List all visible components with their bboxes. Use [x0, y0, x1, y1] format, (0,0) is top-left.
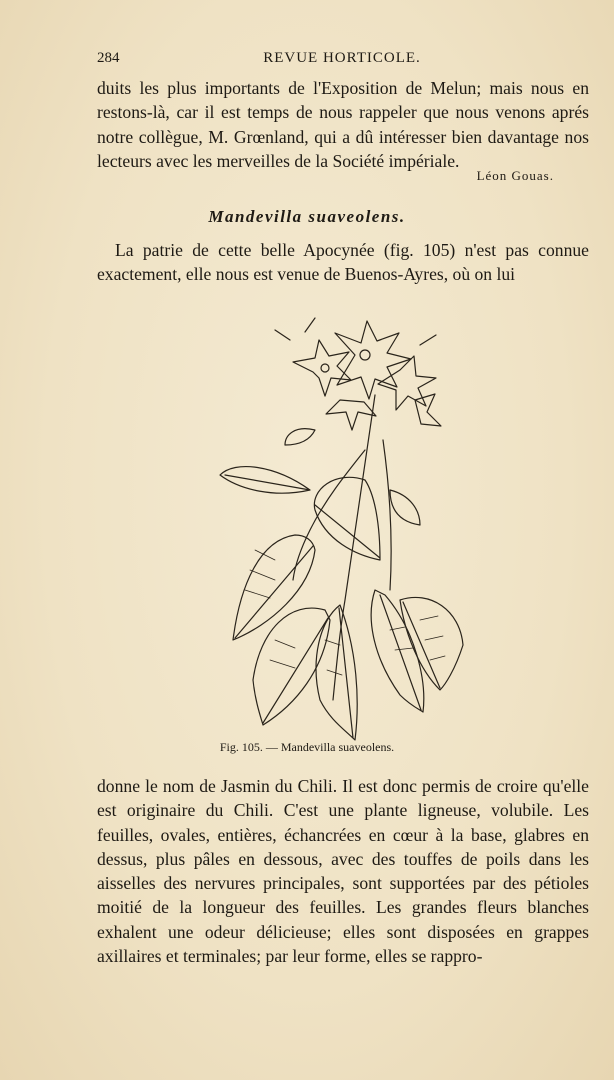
plant-illustration	[215, 300, 475, 745]
leaf	[220, 467, 310, 494]
flower-cluster	[275, 318, 441, 430]
paragraph-exposition: duits les plus importants de l'Exposition de Melun; mais nous en restons-là, car il est temps de nous rappeler que nous venons aprés notre collègue, M. Grœnland, qui a dû intéresser bien davantage nos lecteurs avec les merveilles de la Société impériale.	[97, 78, 589, 171]
journal-title: REVUE HORTICOLE.	[263, 50, 421, 66]
leaf	[285, 429, 315, 445]
paragraph-description: donne le nom de Jasmin du Chili. Il est donc permis de croire qu'elle est originaire du Chili. C'est une plante ligneuse, volubile. Les feuilles, ovales, entières, échancrées en cœur à la base, glabres en dessus, plus pâles en dessous, avec des touffes de poils dans les aisselles des nervures principales, sont supportées par des pétioles moitié de la longueur des feuilles. Les grandes fleurs blanches exhalent une odeur délicieuse; elles sont disposées en grappes axillaires et terminales; par leur forme, elles se rappro-	[97, 776, 589, 967]
right-stem	[383, 440, 391, 590]
running-head	[97, 50, 587, 70]
leaf	[371, 590, 424, 712]
section-title: Mandevilla suaveolens.	[208, 207, 406, 226]
author-signature: Léon Gouas.	[476, 168, 554, 183]
main-stem	[333, 395, 375, 700]
leaf	[390, 490, 420, 525]
paragraph-intro: La patrie de cette belle Apocynée (fig. 105) n'est pas connue exactement, elle nous est venue de Buenos-Ayres, où on lui	[97, 240, 589, 285]
leaf	[233, 535, 315, 640]
left-stem	[293, 450, 365, 580]
figure-caption: Fig. 105. — Mandevilla suaveolens.	[219, 740, 395, 754]
page-number: 284	[97, 50, 120, 66]
leaf	[314, 477, 380, 560]
leaf	[316, 605, 357, 740]
